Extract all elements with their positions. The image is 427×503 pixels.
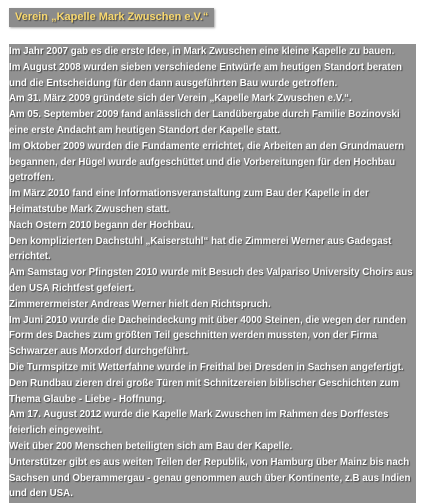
text-line: feierlich eingeweiht. xyxy=(9,425,103,437)
text-line: Im Jahr 2007 gab es die erste Idee, in Mark Zwuschen eine kleine Kapelle zu bauen. xyxy=(9,46,395,57)
text-line: eine erste Andacht am heutigen Standort der Kapelle statt. xyxy=(9,124,281,136)
text-line: Nach Ostern 2010 begann der Hochbau. xyxy=(9,219,194,231)
text-line: errichtet. xyxy=(9,251,51,263)
text-line: Am 31. März 2009 gründete sich der Verein „Kapelle Mark Zwuschen e.V.“. xyxy=(9,93,352,105)
text-line: Form des Daches zum größten Teil geschnitten werden mussten, von der Firma xyxy=(9,330,378,342)
text-line: Zimmerermeister Andreas Werner hielt den Richtspruch. xyxy=(9,298,271,310)
history-text xyxy=(9,44,416,503)
text-line: Heimatstube Mark Zwuschen statt. xyxy=(9,203,170,215)
text-line: getroffen. xyxy=(9,172,54,184)
text-line: Den komplizierten Dachstuhl „Kaiserstuhl“ hat die Zimmerei Werner aus Gadegast xyxy=(9,235,392,247)
text-line: Im März 2010 fand eine Informationsveranstaltung zum Bau der Kapelle in der xyxy=(9,188,369,200)
text-line: Die Turmspitze mit Wetterfahne wurde in Freithal bei Dresden in Sachsen angefertigt. xyxy=(9,361,404,373)
text-line: Thema Glaube - Liebe - Hoffnung. xyxy=(9,393,165,405)
text-line: Im Juni 2010 wurde die Dacheindeckung mit über 4000 Steinen, die wegen der runden xyxy=(9,314,407,326)
text-line: Den Rundbau zieren drei große Türen mit Schnitzereien biblischer Geschichten zum xyxy=(9,377,400,389)
text-line: Weit über 200 Menschen beteiligten sich am Bau der Kapelle. xyxy=(9,440,293,452)
text-line: Am 05. September 2009 fand anlässlich der Landübergabe durch Familie Bozinovski xyxy=(9,109,400,121)
text-line: Im August 2008 wurden sieben verschiedene Entwürfe am heutigen Standort beraten xyxy=(9,61,402,73)
text-line: und den USA. xyxy=(9,488,73,500)
text-line: den USA Richtfest gefeiert. xyxy=(9,282,135,294)
text-line: begannen, der Hügel wurde aufgeschüttet und die Vorbereitungen für den Hochbau xyxy=(9,156,396,168)
section-heading: Verein „Kapelle Mark Zwuschen e.V.“ xyxy=(9,8,214,27)
text-line: Sachsen und Oberammergau - genau genommen auch über Kontinente, z.B aus Indien xyxy=(9,472,411,484)
text-line: Am Samstag vor Pfingsten 2010 wurde mit Besuch des Valpariso University Choirs aus xyxy=(9,267,413,279)
text-line: Unterstützer gibt es aus weiten Teilen der Republik, von Hamburg über Mainz bis nach xyxy=(9,456,410,468)
text-line: Schwarzer aus Morxdorf durchgeführt. xyxy=(9,346,189,358)
text-line: Am 17. August 2012 wurde die Kapelle Mark Zwuschen im Rahmen des Dorffestes xyxy=(9,409,389,421)
text-line: und die Entscheidung für den dann ausgeführten Bau wurde getroffen. xyxy=(9,77,338,89)
text-line: Im Oktober 2009 wurden die Fundamente errichtet, die Arbeiten an den Grundmauern xyxy=(9,140,405,152)
